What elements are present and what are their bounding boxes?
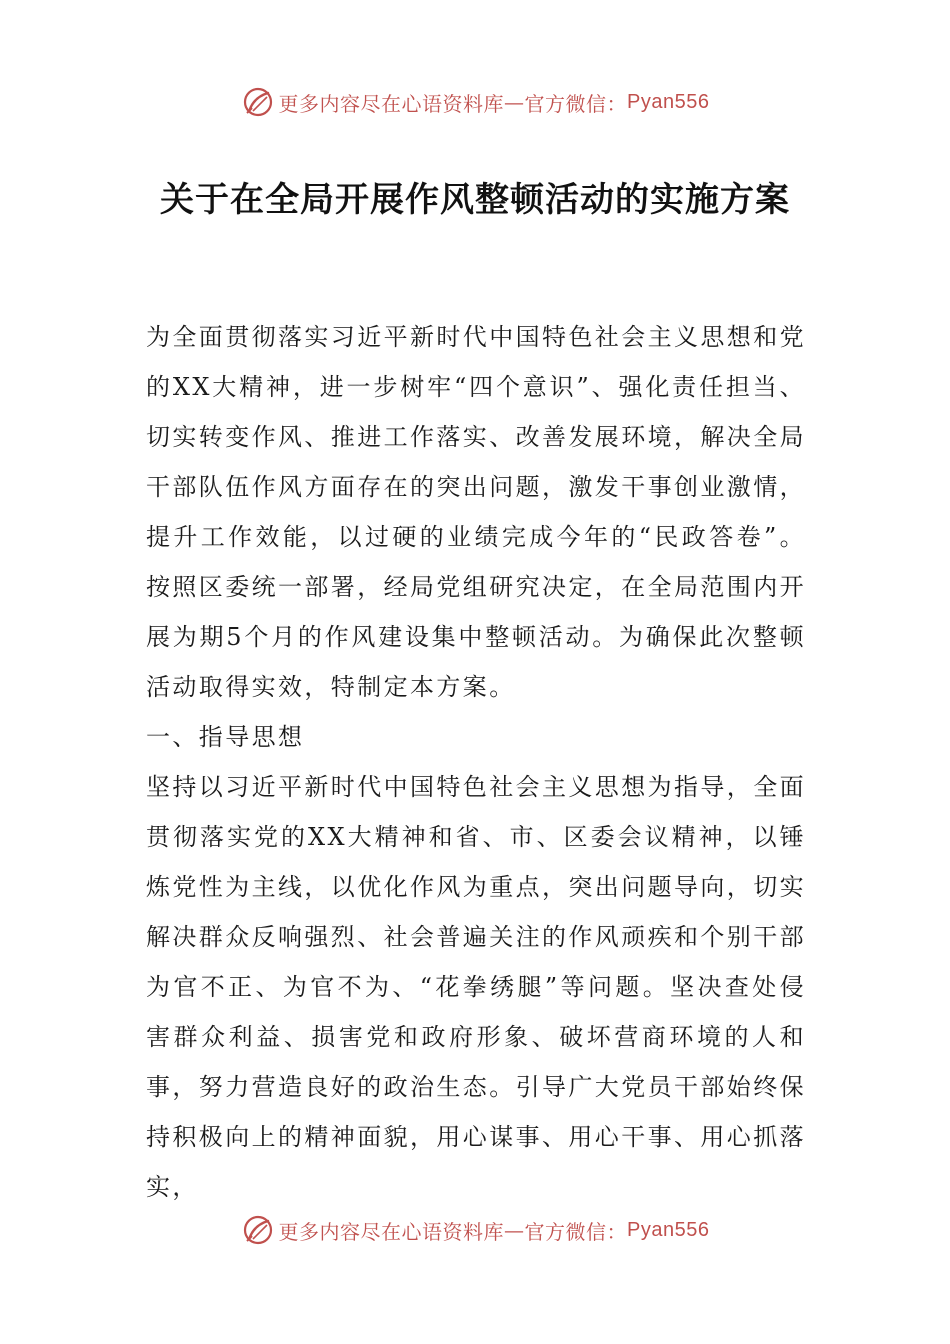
header-watermark-banner bbox=[0, 82, 950, 122]
pen-swirl-icon bbox=[241, 85, 275, 119]
watermark-wechat-id: Pyan556 bbox=[627, 90, 710, 113]
footer-watermark-banner bbox=[0, 1210, 950, 1250]
section-body-guiding-ideology: 坚持以习近平新时代中国特色社会主义思想为指导，全面贯彻落实党的XX大精神和省、市、区委会议精神，以锤炼党性为主线，以优化作风为重点，突出问题导向，切实解决群众反响强烈、社会普遍关注的作风顽疾和个别干部为官不正、为官不为、“花拳绣腿”等问题。坚决查处侵害群众利益、损害党和政府形象、破坏营商环境的人和事，努力营造良好的政治生态。引导广大党员干部始终保持积极向上的精神面貌，用心谋事、用心干事、用心抓落实， bbox=[146, 773, 806, 1201]
watermark-brand: 更多内容尽在心语资料库 bbox=[278, 1219, 505, 1244]
document-body bbox=[146, 312, 806, 1212]
watermark-brand: 更多内容尽在心语资料库 bbox=[278, 91, 505, 116]
pen-swirl-icon bbox=[241, 1213, 275, 1247]
watermark-contact-label: 官方微信： bbox=[524, 91, 628, 116]
document-title: 关于在全局开展作风整顿活动的实施方案 bbox=[160, 180, 790, 220]
intro-paragraph: 为全面贯彻落实习近平新时代中国特色社会主义思想和党的XX大精神，进一步树牢“四个意识”、强化责任担当、切实转变作风、推进工作落实、改善发展环境，解决全局干部队伍作风方面存在的突出问题，激发干事创业激情，提升工作效能，以过硬的业绩完成今年的“民政答卷”。按照区委统一部署，经局党组研究决定，在全局范围内开展为期5个月的作风建设集中整顿活动。为确保此次整顿活动取得实效，特制定本方案。 bbox=[146, 323, 806, 701]
watermark-contact-label: 官方微信： bbox=[524, 1219, 628, 1244]
watermark-dash: — bbox=[504, 90, 525, 114]
watermark-dash: — bbox=[504, 1218, 525, 1242]
section-heading-guiding-ideology: 一、指导思想 bbox=[146, 723, 305, 751]
watermark-wechat-id: Pyan556 bbox=[627, 1218, 710, 1241]
